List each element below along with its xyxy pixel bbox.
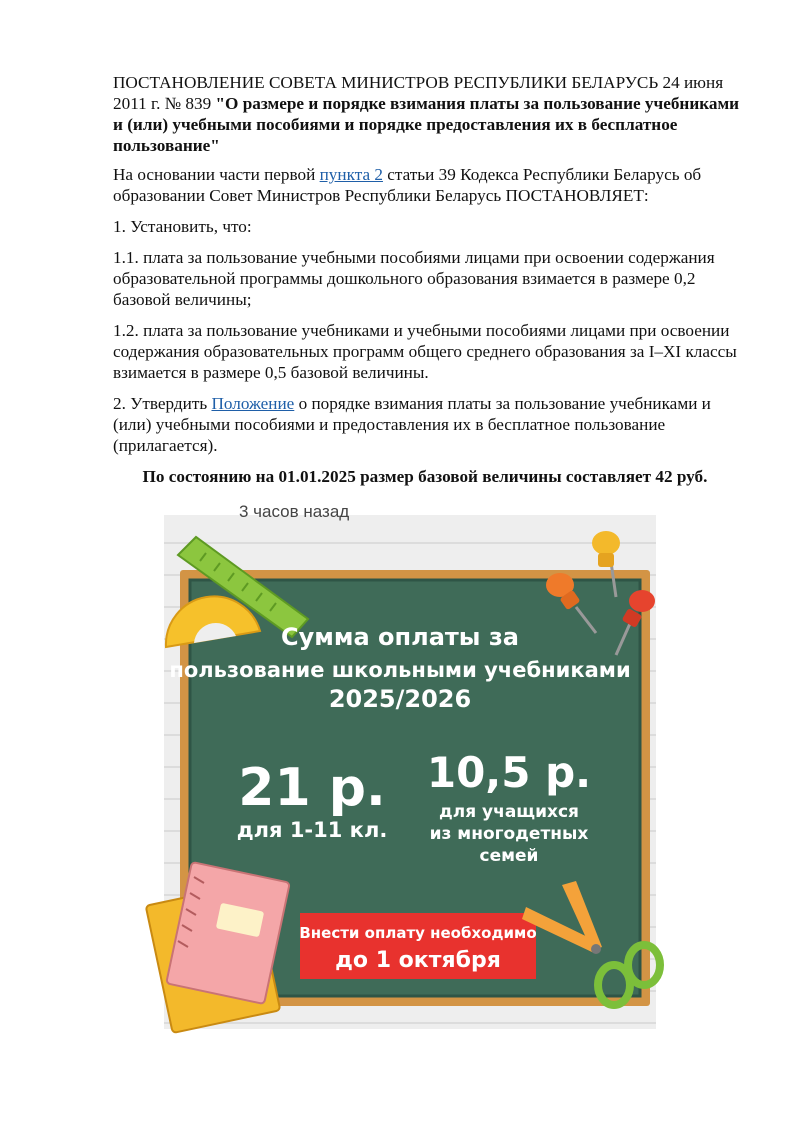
- basis-paragraph: На основании части первой пункта 2 статьи 39 Кодекса Республики Беларусь об образовании Совет Министров Республики Беларусь ПОСТАНОВЛЯЕТ:: [113, 165, 702, 205]
- amount-main-label: для 1-11 кл.: [236, 818, 388, 842]
- poster-title-line3: 2025/2026: [328, 685, 472, 713]
- document-body: [113, 72, 741, 487]
- title-bold: "О размере и порядке взимания платы за пользование учебниками и (или) учебными пособиями и порядке предоставления их в бесплатное пользование": [113, 94, 740, 155]
- deadline-line2: до 1 октября: [335, 948, 501, 973]
- item-1-2: 1.2. плата за пользование учебниками и учебными пособиями лицами при освоении содержания образовательных программ общего среднего образования за I–XI классы взимается в размере 0,5 базовой величины.: [113, 321, 737, 382]
- title-plain: ПОСТАНОВЛЕНИЕ СОВЕТА МИНИСТРОВ РЕСПУБЛИКИ БЕЛАРУСЬ 24 июня 2011 г. № 839: [113, 73, 724, 113]
- link-punkt-2[interactable]: пункта 2: [319, 165, 383, 184]
- discount-label-line1: для учащихся: [439, 802, 579, 822]
- link-polozhenie[interactable]: Положение: [211, 394, 295, 413]
- poster-graphic: [164, 502, 656, 1029]
- poster-title-line2: пользование школьными учебниками: [169, 658, 631, 682]
- item-1-1: 1.1. плата за пользование учебными пособиями лицами при освоении содержания образовательной программы дошкольного образования взимается в размере 0,2 базовой величины;: [113, 248, 715, 309]
- base-value-status: По состоянию на 01.01.2025 размер базовой величины составляет 42 руб.: [142, 467, 708, 486]
- document-title: [113, 72, 741, 156]
- item-1: 1. Установить, что:: [113, 217, 252, 236]
- poster-title-line1: Сумма оплаты за: [281, 623, 519, 651]
- deadline-line1: Внести оплату необходимо: [299, 924, 537, 942]
- discount-label-line3: семей: [479, 846, 539, 866]
- discount-label-line2: из многодетных: [429, 824, 589, 844]
- item-2: 2. Утвердить Положение о порядке взимания платы за пользование учебниками и (или) учебными пособиями и предоставления их в бесплатное пользование (прилагается).: [113, 394, 711, 455]
- amount-discount: 10,5 р.: [426, 748, 592, 797]
- cropped-caption: 3 часов назад: [239, 502, 350, 521]
- payment-poster: [164, 502, 656, 1029]
- amount-main: 21 р.: [238, 758, 386, 818]
